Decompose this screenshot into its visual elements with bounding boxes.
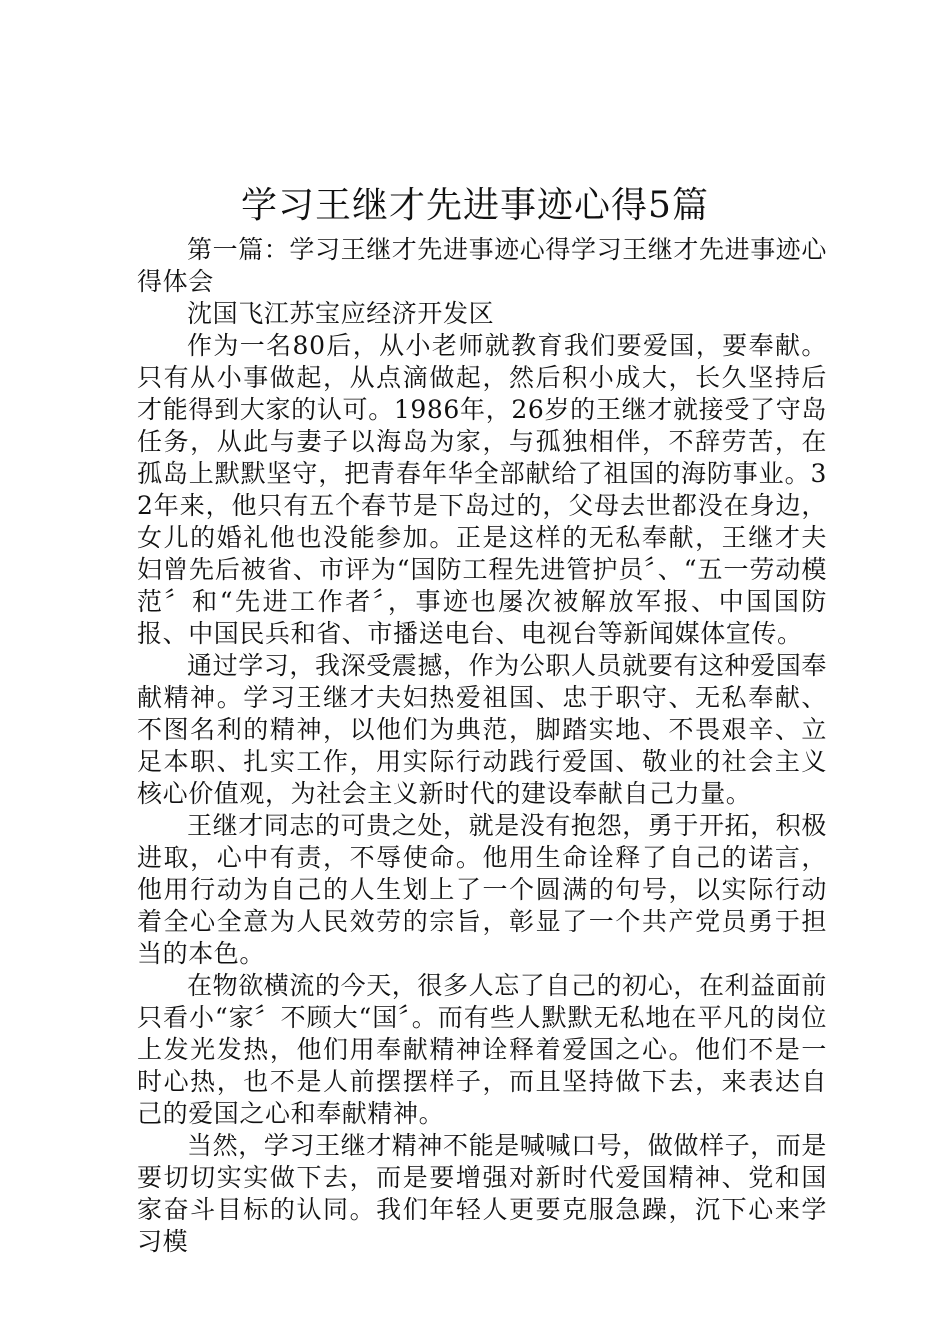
document-title: 学习王继才先进事迹心得5篇 <box>241 185 709 226</box>
document-body <box>137 234 827 1258</box>
paragraph: 作为一名80后，从小老师就教育我们要爱国，要奉献。只有从小事做起，从点滴做起，然后积小成大，长久坚持后才能得到大家的认可。1986年，26岁的王继才就接受了守岛任务，从此与妻子以海岛为家，与孤独相伴，不辞劳苦，在孤岛上默默坚守，把青春年华全部献给了祖国的海防事业。32年来，他只有五个春节是下岛过的，父母去世都没在身边，女儿的婚礼他也没能参加。正是这样的无私奉献，王继才夫妇曾先后被省、市评为“国防工程先进管护员〞、“五一劳动模范〞和“先进工作者〞，事迹也屡次被解放军报、中国国防报、中国民兵和省、市播送电台、电视台等新闻媒体宣传。 <box>137 331 827 648</box>
paragraph: 当然，学习王继才精神不能是喊喊口号，做做样子，而是要切切实实做下去，而是要增强对新时代爱国精神、党和国家奋斗目标的认同。我们年轻人更要克服急躁，沉下心来学习模 <box>137 1131 828 1256</box>
paragraph: 通过学习，我深受震撼，作为公职人员就要有这种爱国奉献精神。学习王继才夫妇热爱祖国、忠于职守、无私奉献、不图名利的精神，以他们为典范，脚踏实地、不畏艰辛、立足本职、扎实工作，用实际行动践行爱国、敬业的社会主义核心价值观，为社会主义新时代的建设奉献自己力量。 <box>137 651 828 808</box>
paragraph: 王继才同志的可贵之处，就是没有抱怨，勇于开拓，积极进取，心中有责，不辱使命。他用生命诠释了自己的诺言，他用行动为自己的人生划上了一个圆满的句号，以实际行动着全心全意为人民效劳的宗旨，彰显了一个共产党员勇于担当的本色。 <box>137 811 828 968</box>
paragraph-author: 沈国飞江苏宝应经济开发区 <box>187 299 495 328</box>
paragraph: 在物欲横流的今天，很多人忘了自己的初心，在利益面前只看小“家〞不顾大“国〞。而有些人默默无私地在平凡的岗位上发光发热，他们用奉献精神诠释着爱国之心。他们不是一时心热，也不是人前摆摆样子，而且坚持做下去，来表达自己的爱国之心和奉献精神。 <box>137 971 828 1128</box>
paragraph-heading: 第一篇：学习王继才先进事迹心得学习王继才先进事迹心得体会 <box>137 235 828 296</box>
